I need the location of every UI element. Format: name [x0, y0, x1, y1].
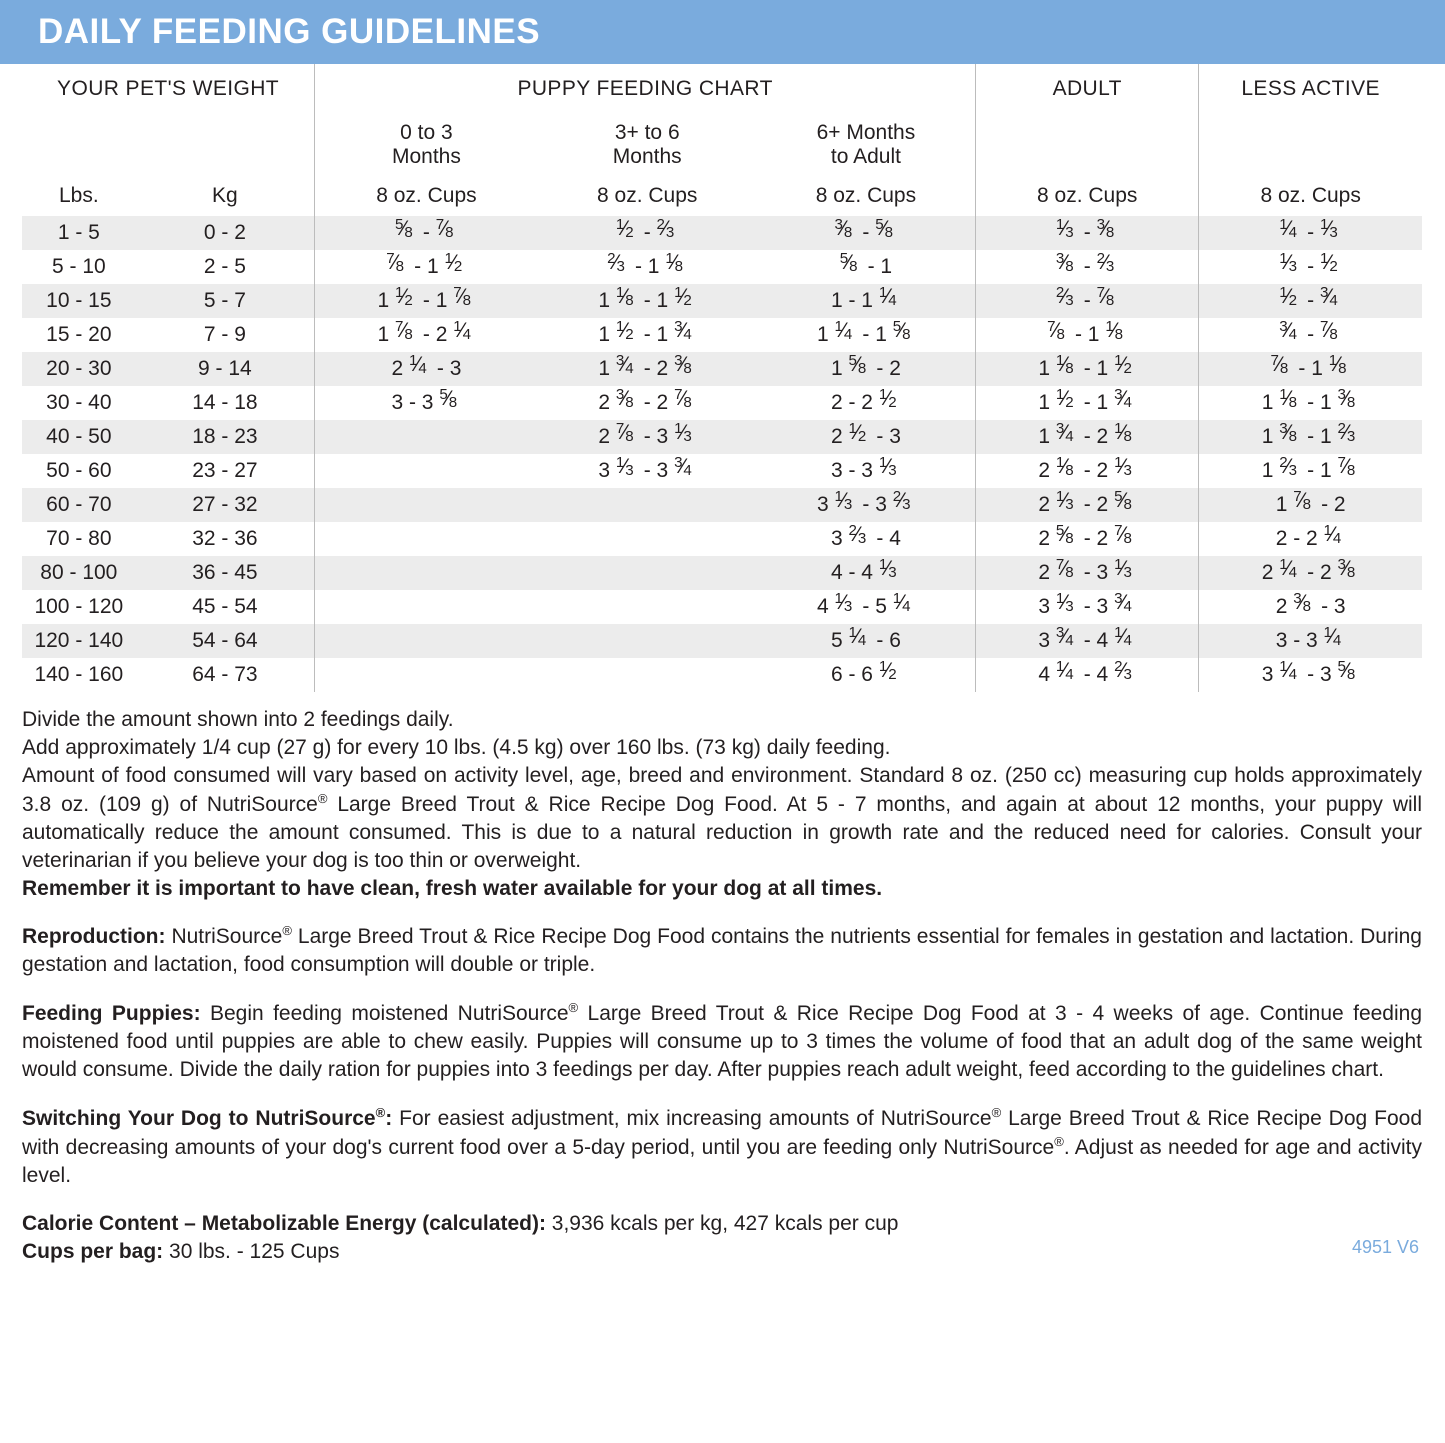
cell-less-active: 2 3 ⁄ 8 - 3	[1275, 590, 1346, 618]
cell-less-active: 2 1 ⁄ 4 - 2 3 ⁄ 8	[1199, 556, 1422, 590]
switching-text-a: For easiest adjustment, mix increasing amounts of NutriSource	[392, 1107, 992, 1131]
cell-puppy-6-adult: 3 1 ⁄ 3 - 3 2 ⁄ 3	[757, 488, 976, 522]
feeding-chart-table	[22, 64, 1422, 692]
table-row	[22, 420, 1422, 454]
note-add-amount: Add approximately 1/4 cup (27 g) for every 10 lbs. (4.5 kg) over 160 lbs. (73 kg) daily feeding.	[22, 735, 891, 759]
cell-adult: 3 ⁄ 8 - 2 ⁄ 3	[976, 250, 1199, 284]
cell-kg: 45 - 54	[136, 590, 315, 624]
cell-puppy-6-adult: 2 1 ⁄ 2 - 3	[757, 420, 976, 454]
cell-adult: 1 3 ⁄ 4 - 2 1 ⁄ 8	[976, 420, 1199, 454]
cell-lbs: 80 - 100	[22, 556, 136, 590]
cell-adult: 4 1 ⁄ 4 - 4 2 ⁄ 3	[976, 658, 1199, 692]
cell-lbs: 15 - 20	[46, 323, 112, 346]
cell-puppy-0-3	[315, 454, 538, 488]
cell-lbs: 60 - 70	[22, 488, 136, 522]
cell-puppy-3-6: 1 ⁄ 2 - 2 ⁄ 3	[538, 216, 757, 250]
cups-per-bag-label: Cups per bag:	[22, 1239, 164, 1263]
cell-less-active: 1 7 ⁄ 8 - 2	[1199, 488, 1422, 522]
cell-adult: 1 ⁄ 3 - 3 ⁄ 8	[976, 216, 1199, 250]
cell-less-active: 3 ⁄ 4 - 7 ⁄ 8	[1279, 318, 1338, 346]
cell-puppy-0-3: 3 - 3 5 ⁄ 8	[391, 386, 458, 414]
cell-puppy-3-6: 1 1 ⁄ 8 - 1 1 ⁄ 2	[538, 284, 757, 318]
cell-puppy-0-3	[315, 420, 538, 454]
cell-puppy-6-adult: 4 1 ⁄ 3 - 5 1 ⁄ 4	[757, 590, 976, 624]
cell-kg: 7 - 9	[136, 318, 315, 352]
cell-puppy-6-adult: 4 - 4 1 ⁄ 3	[757, 556, 976, 590]
table-row	[22, 556, 1422, 590]
note-amount-consumed-b: Large Breed Trout & Rice Recipe Dog Food. At 5 - 7 months, and again at about 12 months, your puppy will automatically reduce the amount consumed. This is due to a natural reduction in growth rate and the reduced need for calories. Consult your veterinarian if you believe your dog is too thin or overweight.	[22, 792, 1423, 872]
feeding-puppies-label: Feeding Puppies:	[22, 1002, 201, 1026]
table-row	[22, 454, 1422, 488]
cell-less-active: 1 ⁄ 4 - 1 ⁄ 3	[1199, 216, 1422, 250]
cell-adult: 3 3 ⁄ 4 - 4 1 ⁄ 4	[976, 624, 1199, 658]
cell-kg: 18 - 23	[136, 420, 315, 454]
registered-mark-4: ®	[375, 1105, 386, 1121]
cell-kg: 23 - 27	[136, 454, 315, 488]
table-row	[22, 624, 1422, 658]
cell-puppy-0-3	[315, 488, 538, 522]
cell-lbs: 50 - 60	[46, 459, 112, 482]
cell-puppy-3-6: 2 7 ⁄ 8 - 3 1 ⁄ 3	[538, 420, 757, 454]
cell-kg: 64 - 73	[136, 658, 315, 692]
cell-puppy-3-6: 1 1 ⁄ 2 - 1 3 ⁄ 4	[598, 318, 692, 346]
reproduction-label: Reproduction:	[22, 925, 166, 949]
cell-adult: 2 1 ⁄ 8 - 2 1 ⁄ 3	[976, 454, 1199, 488]
cell-less-active: 1 3 ⁄ 8 - 1 2 ⁄ 3	[1199, 420, 1422, 454]
note-switching	[22, 1104, 1422, 1190]
cell-lbs: 40 - 50	[22, 420, 136, 454]
cell-puppy-0-3: 1 1 ⁄ 2 - 1 7 ⁄ 8	[315, 284, 538, 318]
unit-cups-less-active: 8 oz. Cups	[1260, 184, 1361, 207]
switching-label-a: Switching Your Dog to NutriSource	[22, 1107, 376, 1131]
cell-kg: 27 - 32	[136, 488, 315, 522]
cell-puppy-0-3	[315, 556, 538, 590]
cell-puppy-3-6: 2 3 ⁄ 8 - 2 7 ⁄ 8	[598, 386, 692, 414]
cell-puppy-6-adult: 2 - 2 1 ⁄ 2	[757, 386, 976, 420]
cell-puppy-0-3	[315, 624, 538, 658]
cell-puppy-6-adult: 3 2 ⁄ 3 - 4	[757, 522, 976, 556]
cell-lbs: 5 - 10	[51, 255, 106, 278]
cell-puppy-3-6: 3 1 ⁄ 3 - 3 3 ⁄ 4	[598, 454, 692, 482]
reproduction-text-a: NutriSource	[165, 925, 283, 949]
cell-puppy-0-3: 2 1 ⁄ 4 - 3	[315, 352, 538, 386]
switching-label-b: :	[385, 1107, 393, 1131]
cell-less-active: 1 ⁄ 3 - 1 ⁄ 2	[1279, 250, 1338, 278]
unit-lbs: Lbs.	[58, 184, 99, 207]
note-calorie-content	[22, 1210, 1422, 1238]
cell-puppy-3-6: 2 ⁄ 3 - 1 1 ⁄ 8	[607, 250, 684, 278]
cell-puppy-3-6	[538, 590, 757, 624]
cell-kg: 54 - 64	[136, 624, 315, 658]
page-header-banner	[0, 0, 1445, 64]
cell-puppy-3-6: 1 3 ⁄ 4 - 2 3 ⁄ 8	[538, 352, 757, 386]
header-puppy-chart: PUPPY FEEDING CHART	[315, 64, 976, 114]
cell-kg: 0 - 2	[136, 216, 315, 250]
cell-kg: 5 - 7	[136, 284, 315, 318]
table-row	[22, 250, 1422, 284]
cell-puppy-0-3	[315, 522, 538, 556]
table-row	[22, 488, 1422, 522]
cell-kg: 36 - 45	[136, 556, 315, 590]
note-cups-per-bag	[22, 1238, 1422, 1266]
note-feeding-puppies	[22, 999, 1422, 1084]
cups-per-bag-value: 30 lbs. - 125 Cups	[163, 1239, 340, 1263]
reproduction-text-b: Large Breed Trout & Rice Recipe Dog Food contains the nutrients essential for females in gestation and lactation. During gestation and lactation, food consumption will double or triple.	[22, 925, 1422, 977]
cell-puppy-3-6	[538, 658, 757, 692]
subheader-blank-less-active	[1199, 114, 1422, 176]
cell-kg: 2 - 5	[136, 250, 315, 284]
cell-puppy-6-adult: 1 - 1 1 ⁄ 4	[757, 284, 976, 318]
cell-lbs: 120 - 140	[22, 624, 136, 658]
registered-mark-1: ®	[317, 790, 328, 806]
note-reproduction	[22, 922, 1422, 979]
unit-cups-0-3: 8 oz. Cups	[376, 184, 477, 207]
table-row	[22, 216, 1422, 250]
cell-puppy-6-adult: 3 ⁄ 8 - 5 ⁄ 8	[757, 216, 976, 250]
cell-less-active: 1 2 ⁄ 3 - 1 7 ⁄ 8	[1261, 454, 1356, 482]
note-water: Remember it is important to have clean, fresh water available for your dog at all times.	[22, 876, 883, 900]
header-less-active: LESS ACTIVE	[1241, 77, 1380, 100]
cell-kg: 14 - 18	[136, 386, 315, 420]
cell-adult: 2 5 ⁄ 8 - 2 7 ⁄ 8	[976, 522, 1199, 556]
feeding-chart-body	[22, 216, 1422, 692]
cell-puppy-0-3	[315, 590, 538, 624]
subheader-3-6-months: 3+ to 6 Months	[612, 120, 682, 168]
table-row	[22, 318, 1422, 352]
cell-lbs: 30 - 40	[46, 391, 112, 414]
cell-puppy-3-6	[538, 556, 757, 590]
cell-puppy-6-adult: 1 5 ⁄ 8 - 2	[757, 352, 976, 386]
subheader-6-adult: 6+ Months to Adult	[757, 114, 976, 176]
cell-adult: 1 1 ⁄ 2 - 1 3 ⁄ 4	[976, 386, 1199, 420]
cell-lbs: 140 - 160	[34, 663, 124, 686]
registered-mark-5: ®	[991, 1105, 1002, 1121]
cell-less-active: 3 1 ⁄ 4 - 3 5 ⁄ 8	[1261, 658, 1356, 686]
feeding-puppies-text-b: Large Breed Trout & Rice Recipe Dog Food at 3 - 4 weeks of age. Continue feeding moistened food until puppies are able to chew easily. Puppies will consume up to 3 times the volume of food that an adult dog of the same weight would consume. Divide the daily ration for puppies into 3 feedings per day. After puppies reach adult weight, feed according to the guidelines chart.	[22, 1002, 1422, 1082]
cell-puppy-0-3: 1 7 ⁄ 8 - 2 1 ⁄ 4	[377, 318, 472, 346]
table-row	[22, 590, 1422, 624]
cell-puppy-3-6	[538, 624, 757, 658]
cell-puppy-6-adult: 1 1 ⁄ 4 - 1 5 ⁄ 8	[757, 318, 976, 352]
cell-lbs: 100 - 120	[34, 595, 124, 618]
cell-puppy-6-adult: 3 - 3 1 ⁄ 3	[757, 454, 976, 488]
cell-adult: 7 ⁄ 8 - 1 1 ⁄ 8	[976, 318, 1199, 352]
registered-mark-6: ®	[1054, 1133, 1064, 1149]
cell-less-active: 7 ⁄ 8 - 1 1 ⁄ 8	[1199, 352, 1422, 386]
note-amount-consumed-a: Amount of food consumed will vary based on activity level, age, breed and environment. Standard 8 oz. (250 cc) measuring cup holds approximately 3.8 oz. (109 g) of NutriSource	[22, 763, 1422, 816]
footer-code: 4951 V6	[1351, 1236, 1419, 1257]
cell-lbs: 70 - 80	[46, 527, 112, 550]
cell-puppy-0-3: 5 ⁄ 8 - 7 ⁄ 8	[315, 216, 538, 250]
header-pet-weight: YOUR PET'S WEIGHT	[22, 64, 315, 114]
cell-puppy-6-adult: 5 ⁄ 8 - 1	[757, 250, 976, 284]
notes-section	[22, 706, 1422, 1266]
cell-puppy-6-adult: 5 1 ⁄ 4 - 6	[757, 624, 976, 658]
cell-adult: 2 ⁄ 3 - 7 ⁄ 8	[976, 284, 1199, 318]
cell-puppy-6-adult: 6 - 6 1 ⁄ 2	[757, 658, 976, 692]
page-title: DAILY FEEDING GUIDELINES	[38, 12, 541, 51]
table-row	[22, 352, 1422, 386]
calorie-label: Calorie Content – Metabolizable Energy (calculated):	[22, 1211, 546, 1235]
registered-mark-2: ®	[282, 923, 292, 939]
cell-adult: 1 1 ⁄ 8 - 1 1 ⁄ 2	[976, 352, 1199, 386]
calorie-value: 3,936 kcals per kg, 427 kcals per cup	[545, 1211, 899, 1235]
cell-puppy-3-6	[538, 488, 757, 522]
cell-lbs: 1 - 5	[22, 216, 136, 250]
cell-less-active: 2 - 2 1 ⁄ 4	[1275, 522, 1342, 550]
cell-kg: 32 - 36	[136, 522, 315, 556]
subheader-blank-weight	[22, 114, 315, 176]
cell-puppy-0-3	[315, 658, 538, 692]
subheader-blank-adult	[976, 114, 1199, 176]
table-row	[22, 284, 1422, 318]
header-adult: ADULT	[976, 64, 1199, 114]
cell-adult: 2 1 ⁄ 3 - 2 5 ⁄ 8	[976, 488, 1199, 522]
table-row	[22, 658, 1422, 692]
cell-puppy-3-6	[538, 522, 757, 556]
switching-text-b: Large Breed Trout & Rice Recipe Dog Food with decreasing amounts of your dog's current food over a 5-day period, until you are feeding only NutriSource	[22, 1107, 1422, 1159]
unit-kg: Kg	[136, 176, 315, 216]
cell-lbs: 20 - 30	[22, 352, 136, 386]
unit-cups-adult: 8 oz. Cups	[976, 176, 1199, 216]
note-amount-consumed	[22, 762, 1422, 875]
note-divide: Divide the amount shown into 2 feedings daily.	[22, 708, 454, 731]
unit-cups-6-adult: 8 oz. Cups	[757, 176, 976, 216]
cell-adult: 3 1 ⁄ 3 - 3 3 ⁄ 4	[976, 590, 1199, 624]
cell-lbs: 10 - 15	[22, 284, 136, 318]
unit-cups-3-6: 8 oz. Cups	[597, 184, 698, 207]
cell-less-active: 1 1 ⁄ 8 - 1 3 ⁄ 8	[1261, 386, 1356, 414]
registered-mark-3: ®	[568, 1000, 579, 1016]
cell-kg: 9 - 14	[136, 352, 315, 386]
switching-text-c: . Adjust as needed for age and activity level.	[22, 1135, 1422, 1187]
cell-less-active: 3 - 3 1 ⁄ 4	[1199, 624, 1422, 658]
cell-less-active: 1 ⁄ 2 - 3 ⁄ 4	[1199, 284, 1422, 318]
cell-puppy-0-3: 7 ⁄ 8 - 1 1 ⁄ 2	[386, 250, 463, 278]
cell-adult: 2 7 ⁄ 8 - 3 1 ⁄ 3	[976, 556, 1199, 590]
table-row	[22, 386, 1422, 420]
subheader-0-3-months: 0 to 3 Months	[391, 120, 461, 168]
table-row	[22, 522, 1422, 556]
feeding-puppies-text-a: Begin feeding moistened NutriSource	[200, 1002, 569, 1026]
